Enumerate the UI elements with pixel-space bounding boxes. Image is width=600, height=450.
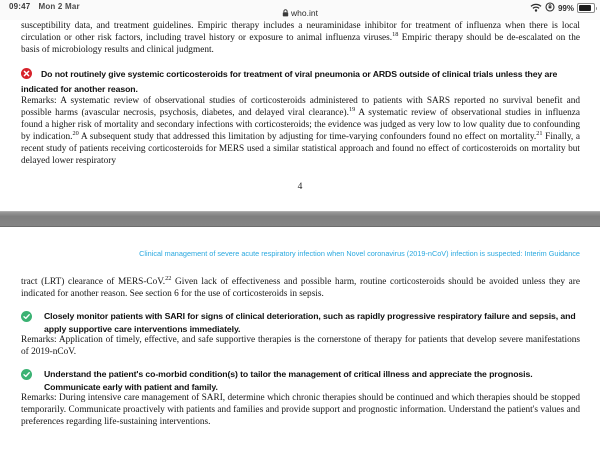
date-label: Mon 2 Mar xyxy=(38,2,80,11)
body-paragraph-lrt-clearance: tract (LRT) clearance of MERS-CoV.$^{22}$ Given lack of effectiveness and possible harm, routine corticosteroids should be avoided unless they are indicated for another reason. See section 6 for the use of corticosteroids in sepsis. xyxy=(21,274,581,299)
body-paragraph-empiric-therapy: susceptibility data, and treatment guidelines. Empiric therapy includes a neuraminidase inhibitor for treatment of influenza when there is local circulation or other risk factors, including travel history or exposure to animal influenza viruses.$^{18}$ Empiric therapy should be de-escalated on the basis of microbiology results and clinical judgment. xyxy=(21,21,580,55)
time-label: 09:47 xyxy=(9,2,31,11)
battery-percent: 99% xyxy=(557,3,574,13)
recommendation-text: Understand the patient's co-morbid condition(s) to tailor the management of critical illness and appreciate the prognosis. Communicate early with patient and family. xyxy=(44,369,533,392)
remarks-comorbid-management: Remarks: During intensive care management of SARI, determine which chronic therapies should be continued and which therapies should be stopped temporarily. Communicate proactively with patients and families and provide support and prognostic information. Understand the patient's values and preferences regarding life-sustaining interventions. xyxy=(21,393,580,427)
green-check-icon xyxy=(21,311,32,326)
pdf-page-separator xyxy=(0,211,600,227)
recommendation-positive-comorbid xyxy=(21,368,580,393)
page-number: 4 xyxy=(297,182,303,192)
padlock-icon xyxy=(282,9,289,17)
status-bar xyxy=(0,0,600,20)
recommendation-text: Do not routinely give systemic corticosteroids for treatment of viral pneumonia or ARDS outside of clinical trials unless they are indicated for another reason. xyxy=(21,69,558,94)
green-check-icon xyxy=(21,369,32,384)
recommendation-positive-monitor xyxy=(21,310,580,335)
remarks-corticosteroids: Remarks: A systematic review of observational studies of corticosteroids administered to patients with SARS reported no survival benefit and possible harms (avascular necrosis, psychosis, diabetes, and delayed viral clearance).$^{19}$ A systematic review of observational studies in influenza found a higher risk of mortality and secondary infections with corticosteroids; the evidence was judged as very low to low quality due to confounding by indication.$^{20}$ A subsequent study that addressed this limitation by adjusting for time-varying confounders found no effect on mortality.$^{21}$ Finally, a recent study of patients receiving corticosteroids for MERS used a similar statistical approach and found no effect of corticosteroids on mortality but delayed lower respiratory xyxy=(21,96,581,166)
recommendation-negative xyxy=(21,68,580,95)
running-header: Clinical management of severe acute respiratory infection when Novel coronavirus (2019-nCoV) infection is suspected: Interim Guidance xyxy=(139,249,580,258)
recommendation-text: Closely monitor patients with SARI for signs of clinical deterioration, such as rapidly progressive respiratory failure and sepsis, and apply supportive care interventions immediately. xyxy=(44,311,576,334)
url-bar[interactable] xyxy=(0,8,600,18)
red-cross-icon xyxy=(21,68,32,83)
site-url: who.int xyxy=(291,8,318,18)
remarks-supportive-care: Remarks: Application of timely, effective, and safe supportive therapies is the cornerstone of therapy for patients that develop severe manifestations of 2019-nCoV. xyxy=(21,335,580,357)
